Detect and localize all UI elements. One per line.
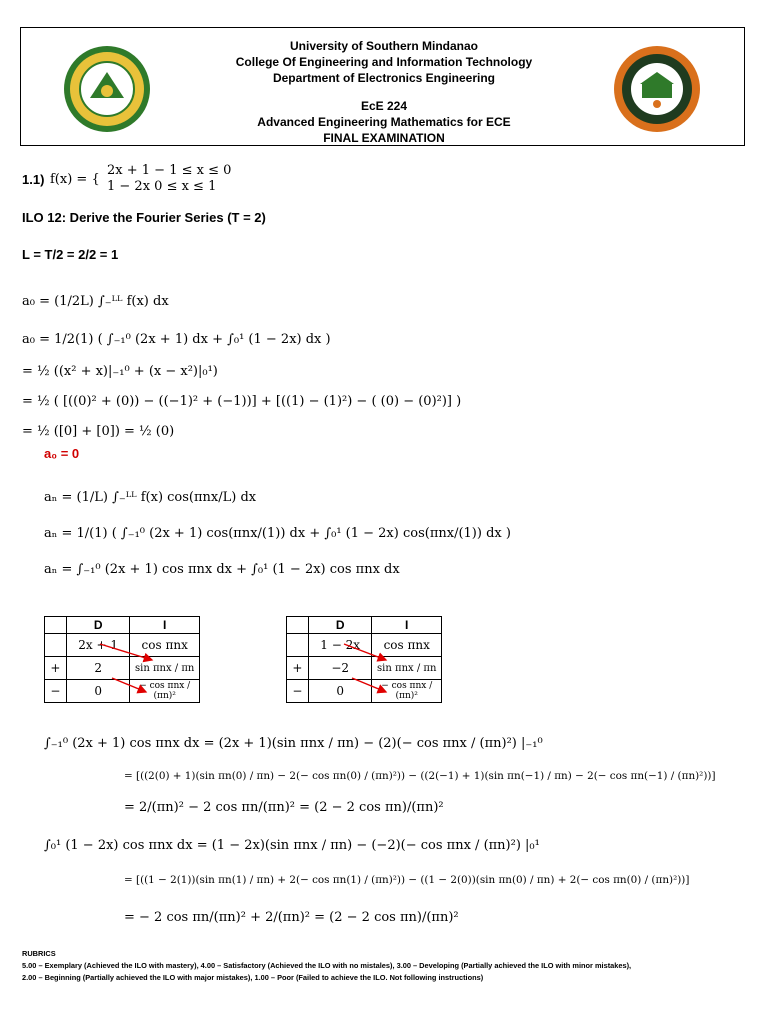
table-cell: − <box>45 680 67 703</box>
table-cell: sin πnx / πn <box>130 657 200 680</box>
table-cell: cos πnx <box>130 634 200 657</box>
problem-label: 1.1) <box>22 172 45 187</box>
integral-1-line-2: = [((2(0) + 1)(sin πn(0) / πn) − 2(− cos πn(0) / (πn)²)) − ((2(−1) + 1)(sin πn(−1) / πn) − 2(− cos πn(−1) / (πn)²))] <box>124 770 716 782</box>
table-header-i: I <box>372 617 442 634</box>
function-piece-2: 1 − 2x 0 ≤ x ≤ 1 <box>107 179 217 194</box>
table-cell: + <box>287 657 309 680</box>
table-cell: 1 − 2x <box>308 634 372 657</box>
rubrics-line-2: 2.00 – Beginning (Partially achieved the ILO with major mistakes), 1.00 – Poor (Failed to achieve the ILO. Not following instructions) <box>22 973 484 982</box>
arrow-2b <box>352 678 386 692</box>
integral-1-line-3: = 2/(πn)² − 2 cos πn/(πn)² = (2 − 2 cos πn)/(πn)² <box>124 800 444 815</box>
table-cell: 0 <box>308 680 372 703</box>
function-piece-1: 2x + 1 − 1 ≤ x ≤ 0 <box>107 163 232 178</box>
integral-2-line-2: = [((1 − 2(1))(sin πn(1) / πn) + 2(− cos πn(1) / (πn)²)) − ((1 − 2(0))(sin πn(0) / πn) + 2(− cos πn(0) / (πn)²))] <box>124 874 690 886</box>
table-header-d: D <box>66 617 130 634</box>
arrow-1b <box>112 678 146 692</box>
arrow-1a <box>100 644 152 660</box>
table-cell: −2 <box>308 657 372 680</box>
table-cell: − <box>287 680 309 703</box>
university-name: University of Southern Mindanao <box>289 39 478 53</box>
table-cell: sin πnx / πn <box>372 657 442 680</box>
integral-2-line-3: = − 2 cos πn/(πn)² + 2/(πn)² = (2 − 2 cos πn)/(πn)² <box>124 910 459 925</box>
table-cell: 2 <box>66 657 130 680</box>
course-code: EcE 224 <box>360 99 408 113</box>
department-name: Department of Electronics Engineering <box>272 71 496 85</box>
table-cell: cos πnx <box>372 634 442 657</box>
step-an-def: aₙ = (1/L) ∫₋ᴸᴸ f(x) cos(πnx/L) dx <box>44 490 257 505</box>
exam-title: FINAL EXAMINATION <box>323 131 445 145</box>
table-cell: − cos πnx / (πn)² <box>372 680 442 703</box>
step-a0-def: a₀ = (1/2L) ∫₋ᴸᴸ f(x) dx <box>22 294 169 309</box>
step-L: L = T/2 = 2/2 = 1 <box>22 247 119 262</box>
table-cell: 2x + 1 <box>66 634 130 657</box>
table-cell: − cos πnx / (πn)² <box>130 680 200 703</box>
step-a0-sub: a₀ = 1/2(1) ( ∫₋₁⁰ (2x + 1) dx + ∫₀¹ (1 − 2x) dx ) <box>22 332 331 347</box>
step-a0-int: = ½ ((x² + x)|₋₁⁰ + (x − x²)|₀¹) <box>22 364 218 379</box>
course-title: Advanced Engineering Mathematics for ECE <box>257 115 511 129</box>
arrow-2a <box>344 644 386 660</box>
rubrics-line-1: 5.00 – Exemplary (Achieved the ILO with mastery), 4.00 – Satisfactory (Achieved the ILO with no mistales), 3.00 – Developing (Partially achieved the ILO with minor mistakes), <box>22 961 632 970</box>
rubrics-title: RUBRICS <box>22 949 56 958</box>
integral-2-line-1: ∫₀¹ (1 − 2x) cos πnx dx = (1 − 2x)(sin πnx / πn) − (−2)(− cos πnx / (πn)²) |₀¹ <box>44 838 540 853</box>
function-name: f(x) = { <box>50 172 100 187</box>
step-a0-simp: = ½ ([0] + [0]) = ½ (0) <box>22 424 175 439</box>
table-cell: + <box>45 657 67 680</box>
a0-result: a₀ = 0 <box>44 446 80 461</box>
college-name: College Of Engineering and Information Technology <box>235 55 533 69</box>
step-an-sub: aₙ = 1/(1) ( ∫₋₁⁰ (2x + 1) cos(πnx/(1)) dx + ∫₀¹ (1 − 2x) cos(πnx/(1)) dx ) <box>44 526 511 541</box>
table-header-i: I <box>130 617 200 634</box>
ilo-statement: ILO 12: Derive the Fourier Series (T = 2) <box>22 210 266 225</box>
integral-1-line-1: ∫₋₁⁰ (2x + 1) cos πnx dx = (2x + 1)(sin πnx / πn) − (2)(− cos πnx / (πn)²) |₋₁⁰ <box>44 736 543 751</box>
step-a0-eval: = ½ ( [((0)² + (0)) − ((−1)² + (−1))] + [((1) − (1)²) − ( (0) − (0)²)] ) <box>22 394 462 409</box>
table-cell: 0 <box>66 680 130 703</box>
step-an-simp: aₙ = ∫₋₁⁰ (2x + 1) cos πnx dx + ∫₀¹ (1 − 2x) cos πnx dx <box>44 562 400 577</box>
table-header-d: D <box>308 617 372 634</box>
